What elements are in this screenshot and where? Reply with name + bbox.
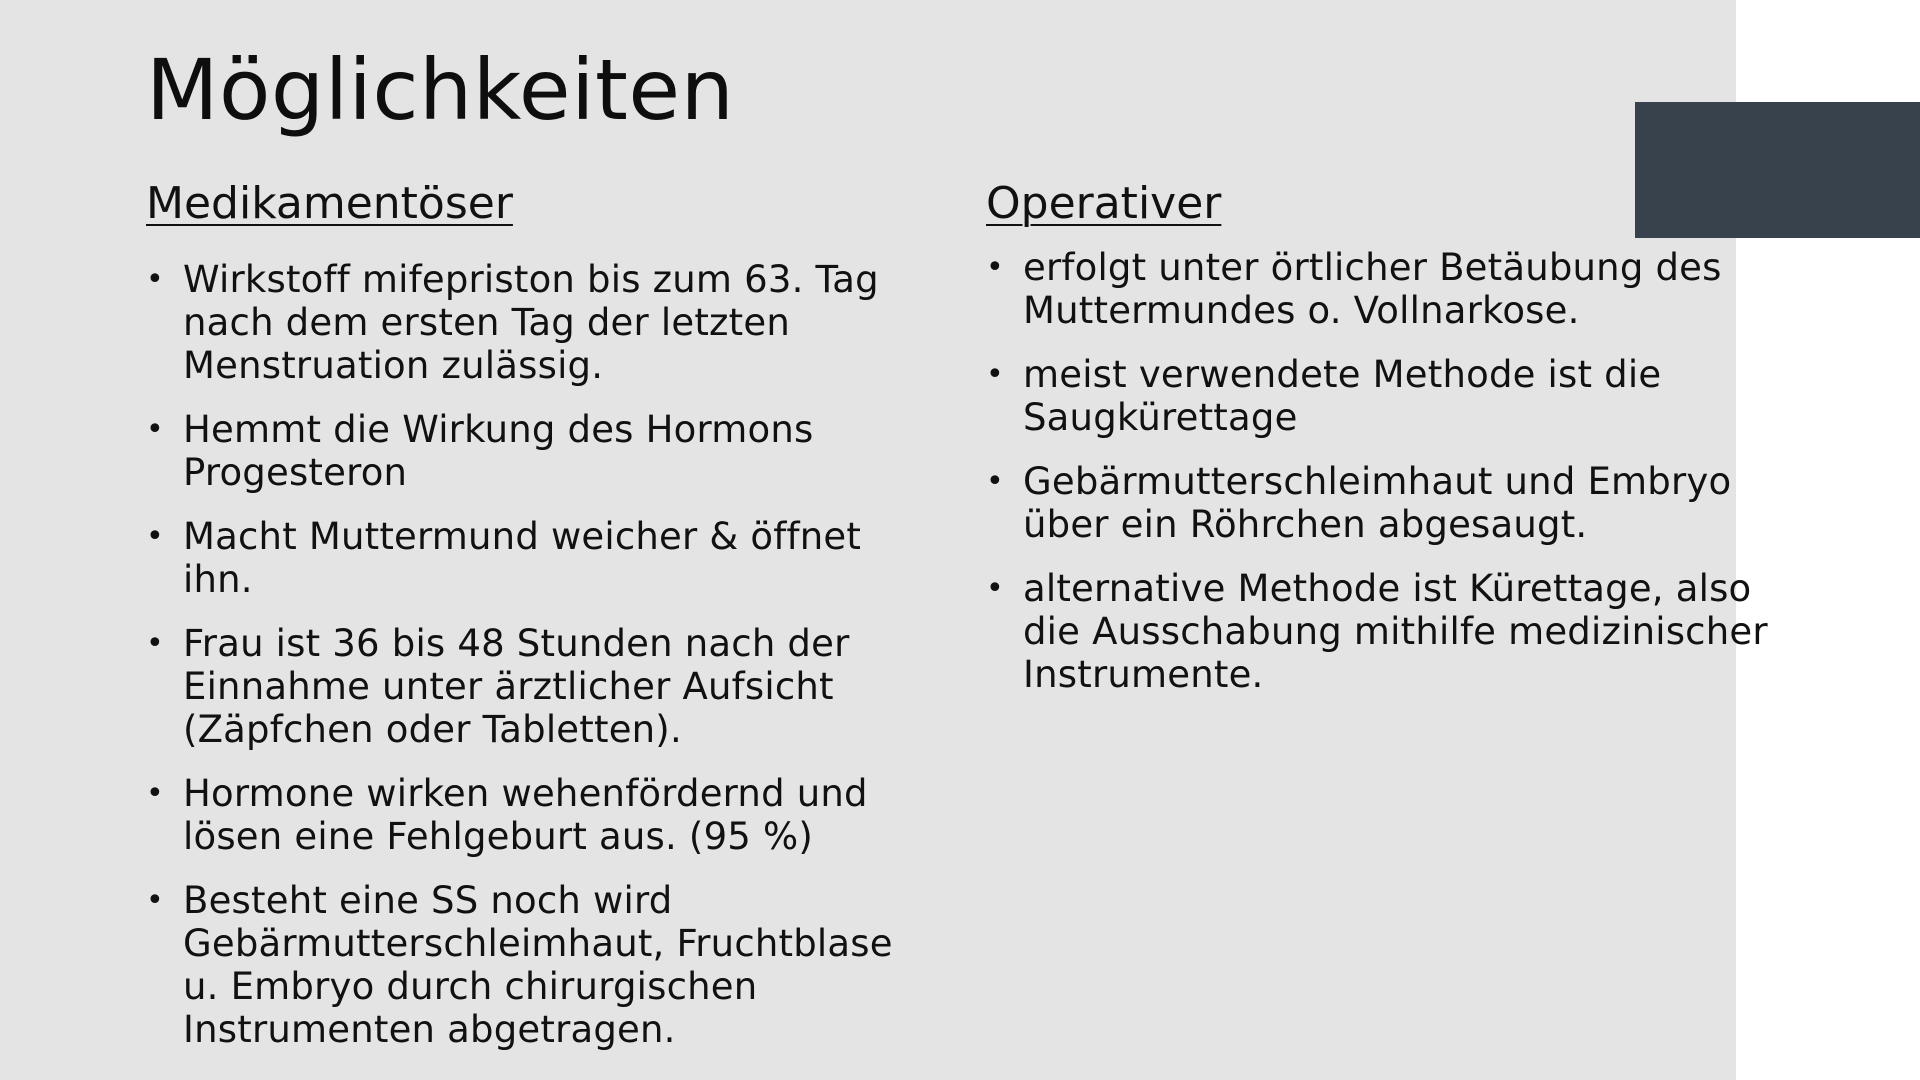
bullet-icon: •: [986, 571, 1004, 606]
bullet-icon: •: [146, 626, 164, 661]
bullet-item: [986, 353, 1806, 439]
bullet-icon: •: [986, 357, 1004, 392]
bullet-icon: •: [146, 262, 164, 297]
slide-title: Möglichkeiten: [146, 41, 735, 139]
bullet-item: [146, 515, 936, 601]
bullet-text: meist verwendete Methode ist die Saugkürettage: [1023, 353, 1662, 439]
right-column-heading: Operativer: [986, 178, 1222, 229]
bullet-text: Hormone wirken wehenfördernd und lösen eine Fehlgeburt aus. (95 %): [183, 772, 868, 858]
bullet-text: erfolgt unter örtlicher Betäubung des Muttermundes o. Vollnarkose.: [1023, 246, 1722, 332]
bullet-text: Macht Muttermund weicher & öffnet ihn.: [183, 515, 862, 601]
right-bullet-list: [986, 246, 1806, 717]
bullet-item: [146, 408, 936, 494]
bullet-text: Hemmt die Wirkung des Hormons Progesteron: [183, 408, 814, 494]
bullet-item: [986, 460, 1806, 546]
bullet-item: [146, 622, 936, 751]
bullet-item: [146, 258, 936, 387]
bullet-icon: •: [986, 250, 1004, 285]
bullet-icon: •: [146, 519, 164, 554]
bullet-item: [146, 879, 936, 1051]
bullet-text: alternative Methode ist Kürettage, also die Ausschabung mithilfe medizinischer Instrumente.: [1023, 567, 1768, 696]
bullet-icon: •: [146, 412, 164, 447]
bullet-text: Frau ist 36 bis 48 Stunden nach der Einnahme unter ärztlicher Aufsicht (Zäpfchen oder Tabletten).: [183, 622, 850, 751]
bullet-item: [986, 246, 1806, 332]
bullet-text: Gebärmutterschleimhaut und Embryo über ein Röhrchen abgesaugt.: [1023, 460, 1732, 546]
left-column-heading: Medikamentöser: [146, 178, 513, 229]
bullet-text: Wirkstoff mifepriston bis zum 63. Tag nach dem ersten Tag der letzten Menstruation zulässig.: [183, 258, 879, 387]
bullet-icon: •: [986, 464, 1004, 499]
bullet-text: Besteht eine SS noch wird Gebärmutterschleimhaut, Fruchtblase u. Embryo durch chirurgischen Instrumenten abgetragen.: [183, 879, 893, 1051]
bullet-icon: •: [146, 883, 164, 918]
left-bullet-list: [146, 258, 936, 1072]
bullet-icon: •: [146, 776, 164, 811]
bullet-item: [146, 772, 936, 858]
accent-block: [1635, 102, 1920, 238]
bullet-item: [986, 567, 1806, 696]
